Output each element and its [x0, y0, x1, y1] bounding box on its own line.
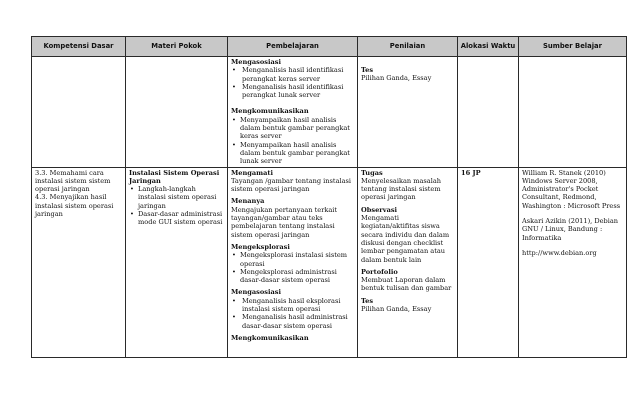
header-row — [32, 37, 627, 57]
section-title: Mengasosiasi — [231, 288, 281, 297]
header-kompetensi-dasar: Kompetensi Dasar — [32, 37, 126, 57]
cell-sumber — [519, 167, 627, 357]
cell-penilaian — [358, 57, 458, 168]
source-item: Askari Azikin (2011), Debian GNU / Linux, Bandung : Informatika — [522, 217, 619, 242]
section-text: Menyelesaikan masalah tentang instalasi sistem operasi jaringan — [361, 176, 442, 202]
section-text: Mengajukan pertanyaan terkait tayangan/gambar atau teks pembelajaran tentang instalasi sistem operasi jaringan — [231, 205, 338, 239]
section-title: Portofolio — [361, 267, 398, 276]
alokasi-value: 16 JP — [461, 168, 481, 177]
bullet-list — [231, 297, 354, 330]
list-item: • Mengeksplorasi administrasi dasar-dasar sistem operasi — [231, 268, 354, 285]
list-item: • Menganalisis hasil identifikasi perangkat keras server — [231, 66, 354, 83]
section-text: Mengamati kegiatan/aktifitas siswa secara individu dan dalam diskusi dengan checklist lembar pengamatan atau dalam bentuk lain — [361, 214, 450, 264]
section-text: Membuat Laporan dalam bentuk tulisan dan gambar — [361, 276, 452, 293]
list-item: • Menganalisis hasil eksplorasi instalasi sistem operasi — [231, 297, 354, 314]
cell-pembelajaran — [228, 167, 358, 357]
section-title: Menanya — [231, 197, 265, 206]
header-materi-pokok: Materi Pokok — [126, 37, 228, 57]
bullet-list — [231, 251, 354, 284]
list-item: • Menyampaikan hasil analisis dalam bentuk gambar perangkat keras server — [231, 116, 354, 141]
section-title: Mengasosiasi — [231, 58, 281, 66]
cell-materi-empty — [126, 57, 228, 168]
kompetensi-item: 4.3. Menyajikan hasil instalasi sistem operasi jaringan — [35, 193, 114, 219]
syllabus-table — [31, 36, 627, 358]
header-sumber-belajar: Sumber Belajar — [519, 37, 627, 57]
section-title: Tes — [361, 66, 374, 74]
section-text: Tayangan /gambar tentang instalasi sistem operasi jaringan — [231, 176, 352, 194]
section-title: Tes — [361, 296, 374, 305]
section-text: Pilihan Ganda, Essay — [361, 74, 432, 83]
cell-kompetensi — [32, 167, 126, 357]
cell-alokasi-empty — [458, 57, 519, 168]
bullet-list — [231, 66, 354, 99]
table-row — [32, 167, 627, 357]
section-text: Pilihan Ganda, Essay — [361, 305, 432, 314]
bullet-list — [231, 116, 354, 166]
header-penilaian: Penilaian — [358, 37, 458, 57]
section-title: Observasi — [361, 205, 398, 214]
list-item: • Menyampaikan hasil analisis dalam bentuk gambar perangkat lunak server — [231, 141, 354, 166]
section-title: Mengkomunikasikan — [231, 333, 309, 342]
cell-sumber-empty — [519, 57, 627, 168]
list-item: • Dasar-dasar administrasi mode GUI sistem operasi — [129, 210, 224, 227]
bullet-list — [129, 185, 224, 226]
cell-materi — [126, 167, 228, 357]
materi-title: Instalasi Sistem Operasi Jaringan — [129, 168, 220, 185]
section-title: Mengamati — [231, 168, 273, 177]
list-item: • Menganalisis hasil administrasi dasar-dasar sistem operasi — [231, 313, 354, 330]
cell-pembelajaran — [228, 57, 358, 168]
header-pembelajaran: Pembelajaran — [228, 37, 358, 57]
cell-alokasi — [458, 167, 519, 357]
source-link[interactable]: http://www.debian.org — [522, 248, 597, 257]
section-title: Tugas — [361, 168, 383, 177]
section-title: Mengeksplorasi — [231, 242, 290, 251]
cell-kompetensi-empty — [32, 57, 126, 168]
cell-penilaian — [358, 167, 458, 357]
kompetensi-item: 3.3. Memahami cara instalasi sistem sistem operasi jaringan — [35, 168, 111, 194]
section-title: Mengkomunikasikan — [231, 107, 309, 116]
table-row — [32, 57, 627, 168]
header-alokasi-waktu: Alokasi Waktu — [458, 37, 519, 57]
source-item: William R. Stanek (2010) Windows Server 2008, Administrator's Pocket Consultant, Redmond, Washington : Microsoft Press — [522, 168, 621, 210]
list-item: • Mengeksplorasi instalasi sistem operasi — [231, 251, 354, 268]
list-item: • Langkah-langkah instalasi sistem operasi jaringan — [129, 185, 224, 210]
list-item: • Menganalisis hasil identifikasi perangkat lunak server — [231, 83, 354, 100]
